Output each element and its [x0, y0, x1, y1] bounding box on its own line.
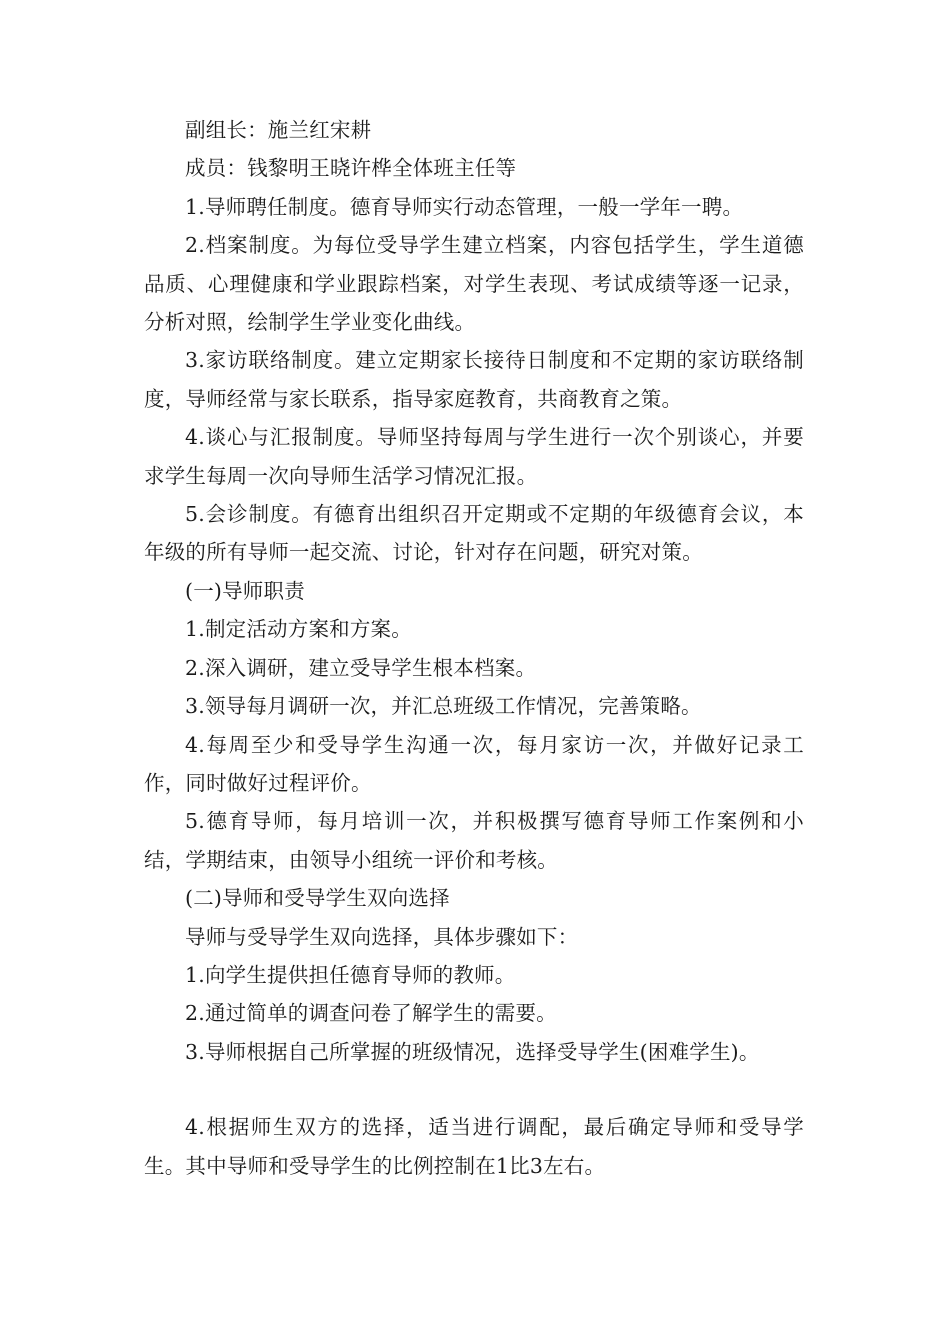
- paragraph-home-visit-system: 3.家访联络制度。建立定期家长接待日制度和不定期的家访联络制度，导师经常与家长联系，指导家庭教育，共商教育之策。: [144, 348, 804, 411]
- paragraph-step-2: 2.通过简单的调查问卷了解学生的需要。: [185, 1001, 557, 1026]
- paragraph-duty-3: 3.领导每月调研一次，并汇总班级工作情况，完善策略。: [185, 694, 702, 719]
- section-heading-two-way-selection: (二)导师和受导学生双向选择: [185, 886, 450, 911]
- paragraph-vice-leader: 副组长：施兰红宋耕: [185, 118, 372, 142]
- paragraph-duty-4: 4.每周至少和受导学生沟通一次，每月家访一次，并做好记录工作，同时做好过程评价。: [144, 732, 804, 795]
- paragraph-step-3: 3.导师根据自己所掌握的班级情况，选择受导学生(困难学生)。: [185, 1039, 760, 1064]
- paragraph-selection-intro: 导师与受导学生双向选择，具体步骤如下：: [185, 924, 579, 949]
- paragraph-step-4: 4.根据师生双方的选择，适当进行调配，最后确定导师和受导学生。其中导师和受导学生的比例控制在1比3左右。: [144, 1115, 804, 1178]
- paragraph-duty-1: 1.制定活动方案和方案。: [185, 617, 412, 642]
- paragraph-duty-5: 5.德育导师，每月培训一次，并积极撰写德育导师工作案例和小结，学期结束，由领导小组统一评价和考核。: [144, 809, 804, 872]
- paragraph-talk-report-system: 4.谈心与汇报制度。导师坚持每周与学生进行一次个别谈心，并要求学生每周一次向导师生活学习情况汇报。: [144, 425, 804, 488]
- paragraph-appointment-system: 1.导师聘任制度。德育导师实行动态管理，一般一学年一聘。: [185, 194, 744, 219]
- paragraph-step-1: 1.向学生提供担任德育导师的教师。: [185, 962, 516, 987]
- paragraph-duty-2: 2.深入调研，建立受导学生根本档案。: [185, 655, 537, 680]
- section-heading-mentor-duties: (一)导师职责: [185, 578, 305, 603]
- paragraph-members: 成员：钱黎明王晓许桦全体班主任等: [185, 156, 517, 181]
- paragraph-consultation-system: 5.会诊制度。有德育出组织召开定期或不定期的年级德育会议，本年级的所有导师一起交流、讨论，针对存在问题，研究对策。: [144, 502, 804, 565]
- document-body: [144, 111, 804, 1185]
- paragraph-archive-system: 2.档案制度。为每位受导学生建立档案，内容包括学生，学生道德品质、心理健康和学业跟踪档案，对学生表现、考试成绩等逐一记录，分析对照，绘制学生学业变化曲线。: [144, 233, 804, 335]
